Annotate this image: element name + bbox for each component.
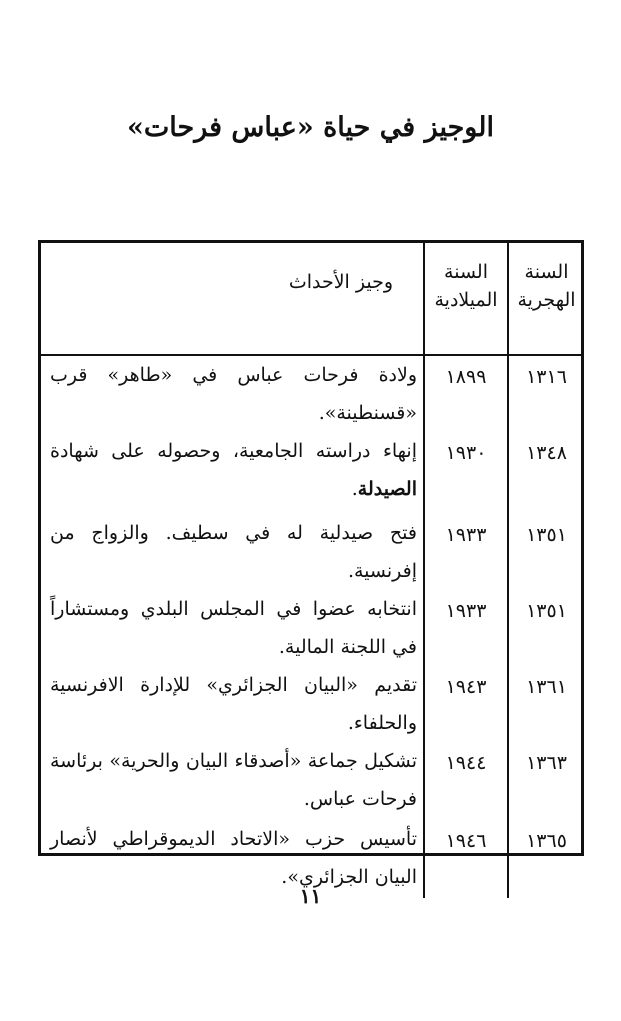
hijri-year-cell: ١٣٦٣ <box>508 742 584 820</box>
header-gregorian-year <box>424 240 508 355</box>
gregorian-year-cell: ١٩٣٠ <box>424 432 508 514</box>
event-cell: تأسيس حزب «الاتحاد الديموقراطي لأنصار البيان الجزائري». <box>50 828 417 888</box>
event-cell <box>38 432 424 514</box>
hijri-year-cell: ١٣٦١ <box>508 666 584 742</box>
header-events: وجيز الأحداث <box>38 240 424 355</box>
gregorian-year-cell: ١٩٤٤ <box>424 742 508 820</box>
event-text-end: . <box>351 478 358 500</box>
event-cell: انتخابه عضوا في المجلس البلدي ومستشاراً في اللجنة المالية. <box>50 598 417 658</box>
header-hijri-year <box>508 240 584 355</box>
table-row <box>38 590 584 666</box>
page-title: الوجيز في حياة «عباس فرحات» <box>127 112 494 143</box>
event-text: إنهاء دراسته الجامعية، وحصوله على شهادة <box>50 440 417 462</box>
page-number: ١١ <box>299 884 322 908</box>
table-row <box>38 514 584 590</box>
hijri-year-cell: ١٣٤٨ <box>508 432 584 514</box>
event-bold-text: الصيدلة <box>357 478 417 500</box>
hijri-year-cell: ١٣٦٥ <box>508 820 584 898</box>
header-hijri-line2: الهجرية <box>517 289 576 311</box>
gregorian-year-cell: ١٩٣٣ <box>424 514 508 590</box>
gregorian-year-cell: ١٨٩٩ <box>424 355 508 432</box>
table-header-row <box>38 240 584 355</box>
hijri-year-cell: ١٣١٦ <box>508 355 584 432</box>
gregorian-year-cell: ١٩٤٦ <box>424 820 508 898</box>
gregorian-year-cell: ١٩٤٣ <box>424 666 508 742</box>
table-row <box>38 432 584 514</box>
gregorian-year-cell: ١٩٣٣ <box>424 590 508 666</box>
header-gregorian-line2: الميلادية <box>434 289 498 311</box>
table-row <box>38 742 584 820</box>
hijri-year-cell: ١٣٥١ <box>508 590 584 666</box>
hijri-year-cell: ١٣٥١ <box>508 514 584 590</box>
event-cell: فتح صيدلية له في سطيف. والزواج من إفرنسية. <box>50 522 417 582</box>
header-gregorian-line1: السنة <box>444 261 488 283</box>
header-hijri-line1: السنة <box>524 261 569 283</box>
event-cell: تقديم «البيان الجزائري» للإدارة الافرنسية والحلفاء. <box>50 674 417 734</box>
event-cell: تشكيل جماعة «أصدقاء البيان والحرية» برئاسة فرحات عباس. <box>50 750 417 810</box>
table-row <box>38 355 584 432</box>
event-cell: ولادة فرحات عباس في «طاهر» قرب «قسنطينة». <box>50 364 417 424</box>
events-table <box>38 240 584 898</box>
table-row <box>38 666 584 742</box>
